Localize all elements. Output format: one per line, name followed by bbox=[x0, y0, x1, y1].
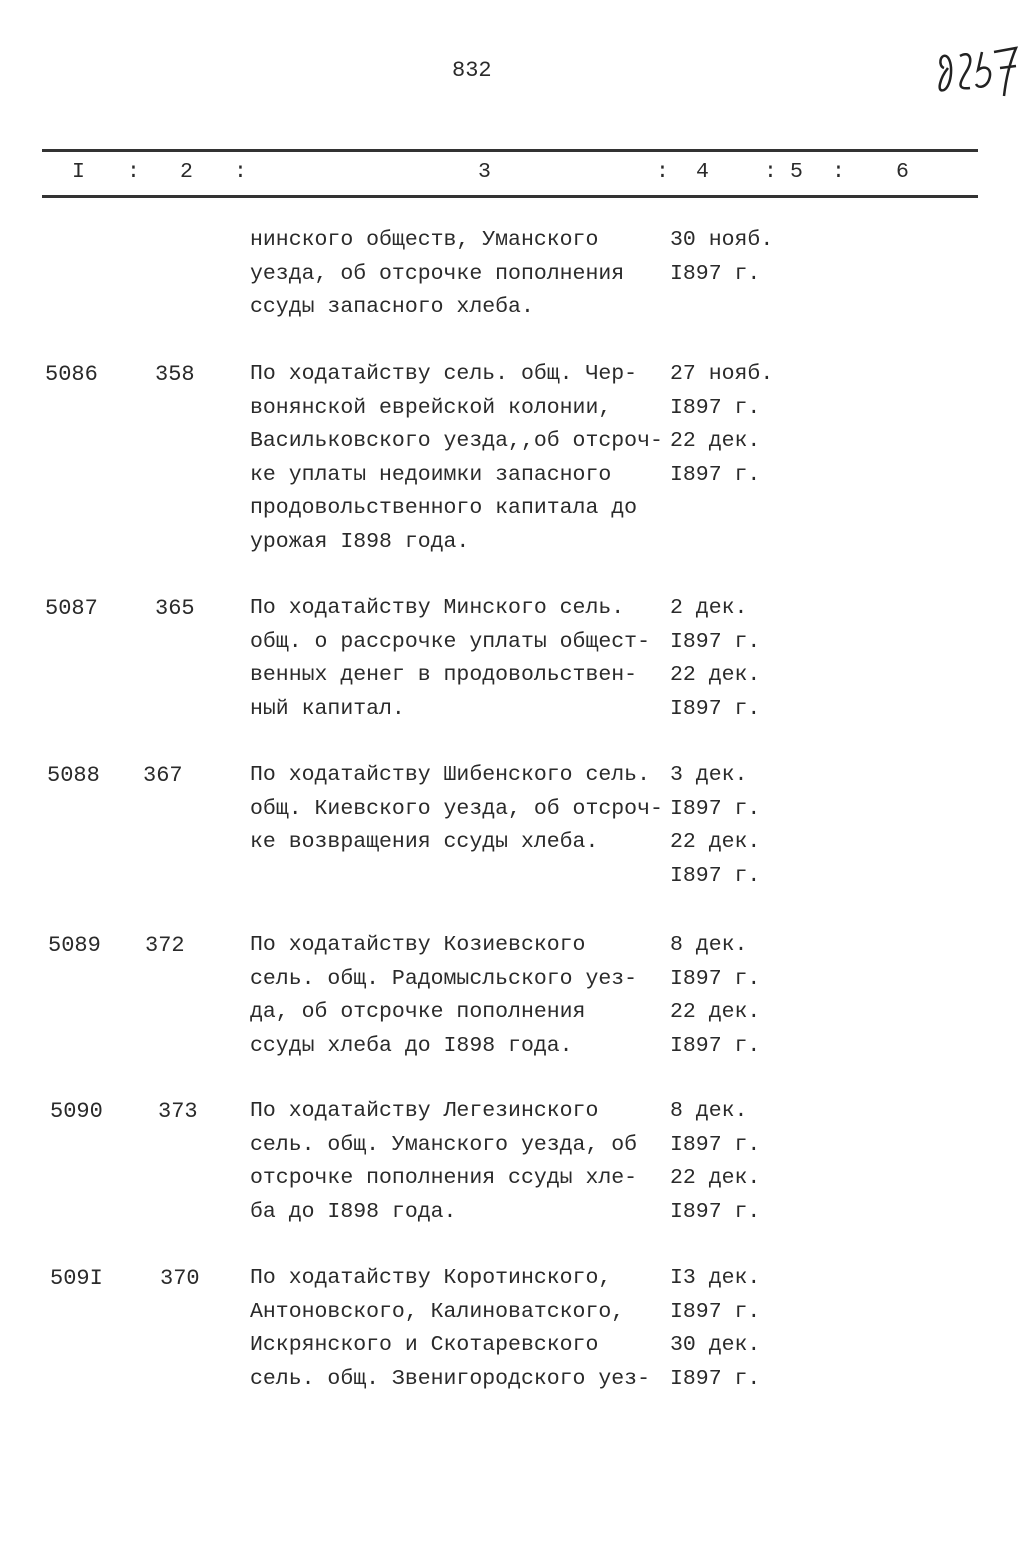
date-line: I897 г. bbox=[670, 1199, 761, 1224]
description-line: Васильковского уезда,,об отсроч- bbox=[250, 429, 663, 454]
entry-reference: 372 bbox=[145, 933, 185, 958]
description-line: Искрянского и Скотаревского bbox=[250, 1333, 599, 1358]
entry-reference: 358 bbox=[155, 362, 195, 387]
entry-dates bbox=[670, 1262, 760, 1396]
description-line: венных денег в продовольствен- bbox=[250, 663, 638, 688]
entry-description bbox=[250, 592, 650, 726]
date-line: 27 нояб. bbox=[670, 362, 774, 386]
entry-number: 509I bbox=[50, 1266, 103, 1291]
date-line: I897 г. bbox=[670, 462, 761, 487]
description-line: Антоновского, Калиноватского, bbox=[250, 1299, 625, 1324]
entry-dates bbox=[670, 759, 760, 893]
description-line: сель. общ. Уманского уезда, об bbox=[250, 1132, 638, 1157]
date-line: 8 дек. bbox=[670, 933, 748, 957]
date-line: I897 г. bbox=[670, 629, 761, 654]
column-2-label: 2 bbox=[180, 160, 193, 184]
entry-description bbox=[250, 224, 624, 325]
date-line: I897 г. bbox=[670, 966, 761, 991]
entry-dates bbox=[670, 592, 760, 726]
column-1-label: I bbox=[72, 160, 85, 184]
description-line: да, об отсрочке пополнения bbox=[250, 1000, 586, 1025]
entry-reference: 370 bbox=[160, 1266, 200, 1291]
description-line: ссуды хлеба до I898 года. bbox=[250, 1033, 573, 1058]
column-separator: : bbox=[832, 160, 845, 184]
description-line: По ходатайству Козиевского bbox=[250, 933, 586, 957]
entry-description bbox=[250, 1095, 637, 1229]
entry-number: 5090 bbox=[50, 1099, 103, 1124]
date-line: 22 дек. bbox=[670, 1166, 761, 1191]
date-line: I897 г. bbox=[670, 1033, 761, 1058]
description-line: По ходатайству Коротинского, bbox=[250, 1266, 612, 1290]
entry-reference: 365 bbox=[155, 596, 195, 621]
entry-description bbox=[250, 929, 637, 1063]
entry-dates bbox=[670, 1095, 760, 1229]
description-line: ке уплаты недоимки запасного bbox=[250, 462, 612, 487]
header-bottom-rule bbox=[42, 195, 978, 198]
description-line: ный капитал. bbox=[250, 696, 405, 721]
date-line: 22 дек. bbox=[670, 663, 761, 688]
header-top-rule bbox=[42, 149, 978, 152]
column-5-label: 5 bbox=[790, 160, 803, 184]
description-line: урожая I898 года. bbox=[250, 529, 470, 554]
column-4-label: 4 bbox=[696, 160, 709, 184]
date-line: I897 г. bbox=[670, 261, 761, 286]
date-line: 22 дек. bbox=[670, 1000, 761, 1025]
page-number: 832 bbox=[452, 58, 492, 83]
description-line: уезда, об отсрочке пополнения bbox=[250, 261, 625, 286]
handwritten-folio-number bbox=[930, 38, 1024, 100]
date-line: I897 г. bbox=[670, 1366, 761, 1391]
column-3-label: 3 bbox=[478, 160, 491, 184]
description-line: общ. о рассрочке уплаты общест- bbox=[250, 629, 650, 654]
date-line: 22 дек. bbox=[670, 830, 761, 855]
entry-dates bbox=[670, 929, 760, 1063]
description-line: По ходатайству Минского сель. bbox=[250, 596, 625, 620]
entry-number: 5086 bbox=[45, 362, 98, 387]
description-line: По ходатайству сель. общ. Чер- bbox=[250, 362, 638, 386]
date-line: I897 г. bbox=[670, 395, 761, 420]
description-line: продовольственного капитала до bbox=[250, 496, 638, 521]
column-separator: : bbox=[656, 160, 669, 184]
entry-description bbox=[250, 358, 663, 560]
description-line: отсрочке пополнения ссуды хле- bbox=[250, 1166, 638, 1191]
column-separator: : bbox=[234, 160, 247, 184]
date-line: I897 г. bbox=[670, 863, 761, 888]
date-line: I897 г. bbox=[670, 696, 761, 721]
entry-dates bbox=[670, 224, 773, 291]
entry-description bbox=[250, 759, 663, 860]
entry-dates bbox=[670, 358, 773, 492]
description-line: ба до I898 года. bbox=[250, 1199, 457, 1224]
date-line: 22 дек. bbox=[670, 429, 761, 454]
description-line: сель. общ. Радомысльского уез- bbox=[250, 966, 638, 991]
entry-reference: 373 bbox=[158, 1099, 198, 1124]
column-separator: : bbox=[127, 160, 140, 184]
date-line: I897 г. bbox=[670, 796, 761, 821]
entry-number: 5087 bbox=[45, 596, 98, 621]
date-line: I3 дек. bbox=[670, 1266, 761, 1290]
date-line: 3 дек. bbox=[670, 763, 748, 787]
description-line: сель. общ. Звенигородского уез- bbox=[250, 1366, 650, 1391]
date-line: 30 дек. bbox=[670, 1333, 761, 1358]
description-line: По ходатайству Легезинского bbox=[250, 1099, 599, 1123]
date-line: 8 дек. bbox=[670, 1099, 748, 1123]
date-line: I897 г. bbox=[670, 1132, 761, 1157]
date-line: 30 нояб. bbox=[670, 228, 774, 252]
description-line: вонянской еврейской колонии, bbox=[250, 395, 612, 420]
description-line: ссуды запасного хлеба. bbox=[250, 295, 534, 320]
entry-number: 5089 bbox=[48, 933, 101, 958]
date-line: 2 дек. bbox=[670, 596, 748, 620]
entry-reference: 367 bbox=[143, 763, 183, 788]
description-line: По ходатайству Шибенского сель. bbox=[250, 763, 650, 787]
date-line: I897 г. bbox=[670, 1299, 761, 1324]
description-line: ке возвращения ссуды хлеба. bbox=[250, 830, 599, 855]
column-6-label: 6 bbox=[896, 160, 909, 184]
column-separator: : bbox=[764, 160, 777, 184]
entry-number: 5088 bbox=[47, 763, 100, 788]
entry-description bbox=[250, 1262, 650, 1396]
description-line: общ. Киевского уезда, об отсроч- bbox=[250, 796, 663, 821]
description-line: нинского обществ, Уманского bbox=[250, 228, 599, 252]
